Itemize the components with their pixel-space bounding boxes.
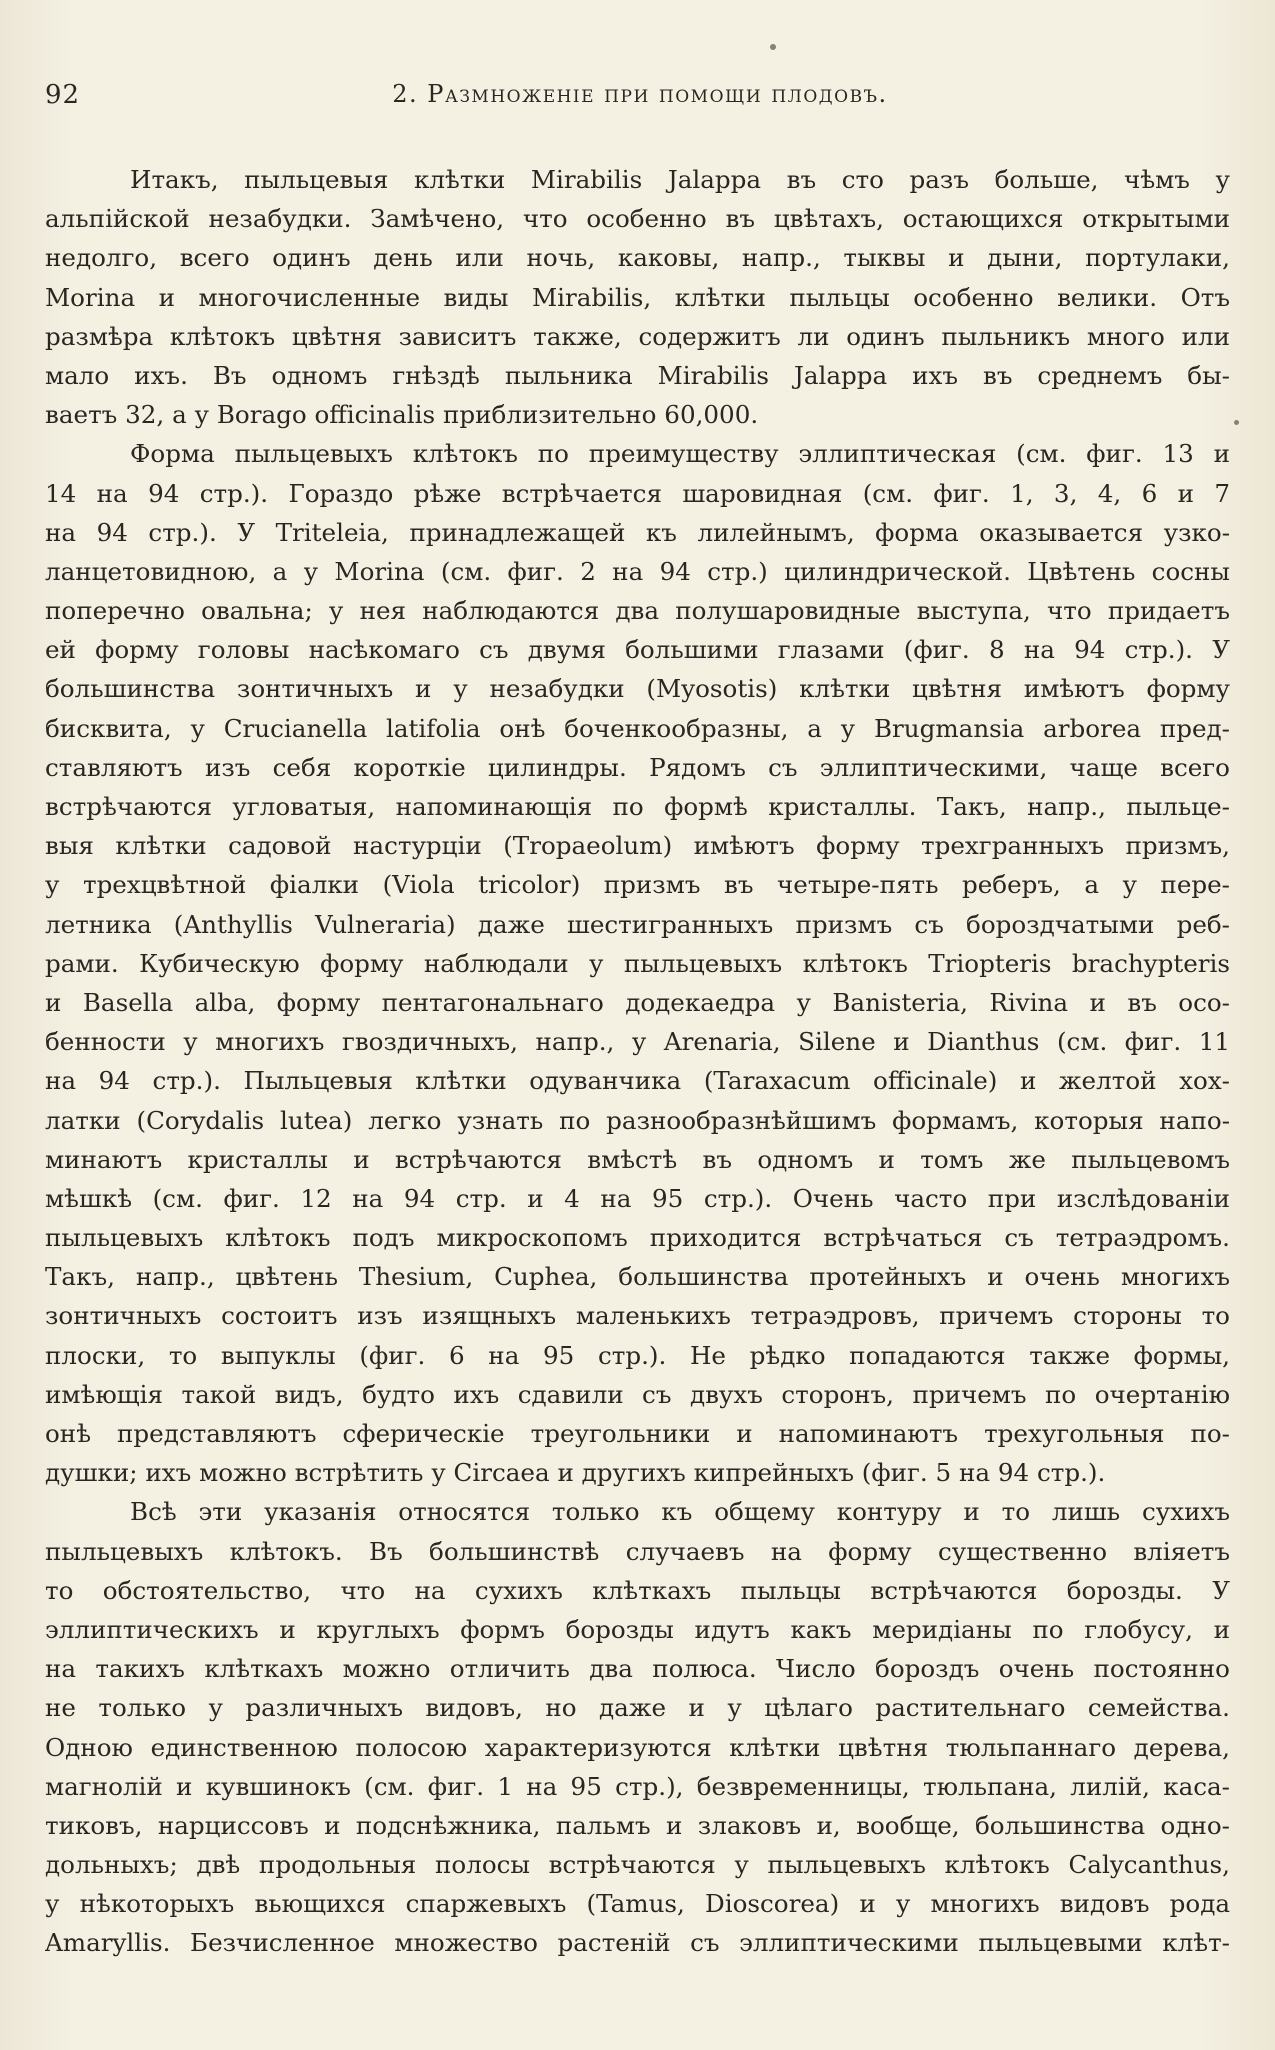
text-line: дольныхъ; двѣ продольныя полосы встрѣчаются у пыльцевыхъ клѣтокъ Calycanthus, (45, 1850, 1230, 1880)
text-line: Одною единственною полосою характеризуются клѣтки цвѣтня тюльпаннаго дерева, (45, 1732, 1230, 1762)
text-line: на такихъ клѣткахъ можно отличить два полюса. Число бороздъ очень постоянно (45, 1654, 1230, 1684)
text-line: на 94 стр.). У Triteleia, принадлежащей къ лилейнымъ, форма оказывается узко- (45, 517, 1230, 547)
text-line: альпійской незабудки. Замѣчено, что особенно въ цвѣтахъ, остающихся открытыми (45, 204, 1230, 234)
text-line: онѣ представляютъ сферическіе треугольники и напоминаютъ трехугольныя по- (45, 1419, 1230, 1448)
running-title: 2. Размноженіе при помощи плодовъ. (392, 80, 888, 108)
text-line: минаютъ кристаллы и встрѣчаются вмѣстѣ въ одномъ и томъ же пыльцевомъ (45, 1144, 1230, 1174)
text-line: недолго, всего одинъ день или ночь, каковы, напр., тыквы и дыни, портулаки, (45, 243, 1230, 273)
text-line: Всѣ эти указанія относятся только къ общему контуру и то лишь сухихъ (130, 1497, 1230, 1527)
text-line: имѣющія такой видъ, будто ихъ сдавили съ двухъ сторонъ, причемъ по очертанію (45, 1379, 1230, 1409)
text-line: Такъ, напр., цвѣтень Thesium, Cuphea, большинства протейныхъ и очень многихъ (45, 1262, 1230, 1292)
text-line: Форма пыльцевыхъ клѣтокъ по преимуществу эллиптическая (см. фиг. 13 и (130, 439, 1230, 469)
print-speck (770, 44, 776, 50)
text-line: встрѣчаются угловатыя, напоминающія по формѣ кристаллы. Такъ, напр., пыльце- (45, 792, 1230, 821)
text-line: магнолій и кувшинокъ (см. фиг. 1 на 95 стр.), безвременницы, тюльпана, лилій, каса- (45, 1771, 1230, 1801)
text-line: рами. Кубическую форму наблюдали у пыльцевыхъ клѣтокъ Trioptеris brachypteris (45, 948, 1230, 978)
text-line: бисквита, у Crucianella latifolia онѣ боченкообразны, а у Brugmansia arborea пред- (45, 713, 1230, 743)
text-line: у трехцвѣтной фіалки (Viola tricolor) призмъ въ четыре-пять реберъ, а у пере- (45, 870, 1230, 900)
text-line: зонтичныхъ состоитъ изъ изящныхъ маленькихъ тетраэдровъ, причемъ стороны то (45, 1301, 1230, 1331)
text-line: и Basella alba, форму пентагональнаго додекаедра у Banisteria, Rivina и въ осо- (45, 987, 1230, 1017)
text-line: мѣшкѣ (см. фиг. 12 на 94 стр. и 4 на 95 стр.). Очень часто при изслѣдованіи (45, 1183, 1230, 1213)
text-line: пыльцевыхъ клѣтокъ. Въ большинствѣ случаевъ на форму существенно вліяетъ (45, 1536, 1230, 1566)
text-line: бенности у многихъ гвоздичныхъ, напр., у Arenaria, Silene и Dianthus (см. фиг. 11 (45, 1027, 1230, 1057)
text-line: латки (Corydalis lutea) легко узнать по разнообразнѣйшимъ формамъ, которыя напо- (45, 1105, 1230, 1135)
text-line: летника (Anthyllis Vulneraria) даже шестигранныхъ призмъ съ бороздчатыми реб- (45, 909, 1230, 939)
text-line: душки; ихъ можно встрѣтить у Circaea и другихъ кипрейныхъ (фиг. 5 на 94 стр.). (45, 1458, 1106, 1488)
text-line: пыльцевыхъ клѣтокъ подъ микроскопомъ приходится встрѣчаться съ тетраэдромъ. (45, 1223, 1230, 1253)
text-line: большинства зонтичныхъ и у незабудки (Myosotis) клѣтки цвѣтня имѣютъ форму (45, 674, 1230, 704)
body-text (45, 160, 1230, 1963)
page-number: 92 (45, 80, 81, 110)
text-line: 14 на 94 стр.). Гораздо рѣже встрѣчается шаровидная (см. фиг. 1, 3, 4, 6 и 7 (45, 478, 1230, 508)
text-line: плоски, то выпуклы (фиг. 6 на 95 стр.). Не рѣдко попадаются также формы, (45, 1340, 1230, 1370)
text-line: ланцетовидною, а у Morina (см. фиг. 2 на 94 стр.) цилиндрической. Цвѣтень сосны (45, 556, 1230, 586)
text-line: на 94 стр.). Пыльцевыя клѣтки одуванчика (Taraxacum officinale) и желтой хох- (45, 1066, 1230, 1096)
text-line: выя клѣтки садовой настурціи (Tropaeolum) имѣютъ форму трехгранныхъ призмъ, (45, 831, 1230, 861)
text-line: ставляютъ изъ себя короткіе цилиндры. Рядомъ съ эллиптическими, чаще всего (45, 752, 1230, 782)
print-speck (1234, 420, 1239, 425)
text-line: то обстоятельство, что на сухихъ клѣткахъ пыльцы встрѣчаются борозды. У (45, 1575, 1230, 1605)
text-line: мало ихъ. Въ одномъ гнѣздѣ пыльника Mirabilis Jalappa ихъ въ среднемъ бы- (45, 360, 1230, 390)
text-line: ей форму головы насѣкомаго съ двумя большими глазами (фиг. 8 на 94 стр.). У (45, 635, 1230, 665)
text-line: Amaryllis. Безчисленное множество растеній съ эллиптическими пыльцевыми клѣт- (45, 1928, 1230, 1958)
text-line: размѣра клѣтокъ цвѣтня зависитъ также, содержитъ ли одинъ пыльникъ много или (45, 321, 1230, 351)
text-line: тиковъ, нарциссовъ и подснѣжника, пальмъ и злаковъ и, вообще, большинства одно- (45, 1810, 1230, 1840)
text-line: у нѣкоторыхъ вьющихся спаржевыхъ (Tamus, Dioscorea) и у многихъ видовъ рода (45, 1889, 1230, 1919)
text-line: эллиптическихъ и круглыхъ формъ борозды идутъ какъ меридіаны по глобусу, и (45, 1614, 1230, 1644)
text-line: Morina и многочисленные виды Mirabilis, клѣтки пыльцы особенно велики. Отъ (45, 282, 1230, 312)
text-line: Итакъ, пыльцевыя клѣтки Mirabilis Jalappa въ сто разъ больше, чѣмъ у (130, 165, 1230, 194)
text-line: ваетъ 32, а у Borago officinalis приблизительно 60,000. (45, 400, 759, 430)
text-line: поперечно овальна; у нея наблюдаются два полушаровидные выступа, что придаетъ (45, 596, 1230, 626)
page-header (45, 80, 1235, 120)
text-line: не только у различныхъ видовъ, но даже и у цѣлаго растительнаго семейства. (45, 1693, 1230, 1723)
